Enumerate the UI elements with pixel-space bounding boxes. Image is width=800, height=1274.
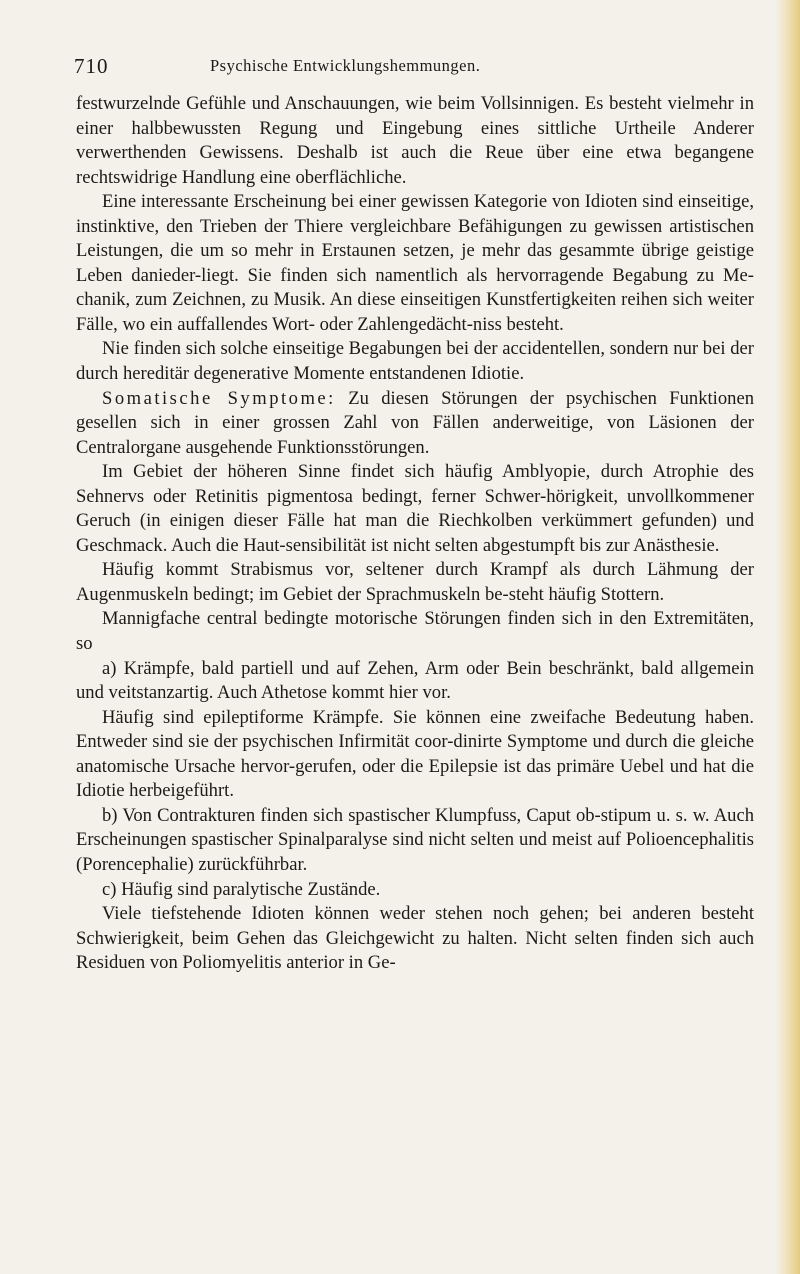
paragraph-text: Im Gebiet der höheren Sinne findet sich häufig Amblyopie, durch Atrophie des Sehnervs oder Retinitis pigmentosa bedingt, ferner Schwer-hörigkeit, unvollkommener Geruch (in einigen dieser Fälle hat man die Riechkolben verkümmert gefunden) und Geschmack. Auch die Haut-sensibilität ist nicht selten abgestumpft bis zur Anästhesie. [76,461,754,556]
paragraph-text: c) Häufig sind paralytische Zustände. [102,878,381,900]
paragraph [76,706,754,804]
paragraph-text: a) Krämpfe, bald partiell und auf Zehen, Arm oder Bein beschränkt, bald allgemein und veitstanzartig. Auch Athetose kommt hier vor. [76,657,754,704]
book-page [76,54,754,976]
page-edge-shading [776,0,800,1274]
paragraph [76,902,754,976]
paragraph [76,190,754,337]
paragraph-text: Viele tiefstehende Idioten können weder stehen noch gehen; bei anderen besteht Schwierigkeit, beim Gehen das Gleichgewicht zu halten. Nicht selten finden sich auch Residuen von Poliomyelitis anterior in Ge- [76,903,754,974]
page-header [76,54,754,80]
page-number: 710 [74,54,109,78]
paragraph [76,657,754,706]
body-text [76,92,754,976]
paragraph [76,337,754,386]
paragraph-text: Mannigfache central bedingte motorische Störungen finden sich in den Extremitäten, so [76,608,754,655]
paragraph-text: Nie finden sich solche einseitige Begabungen bei der accidentellen, sondern nur bei der durch hereditär degenerative Momente entstandenen Idiotie. [76,338,754,385]
section-lead: Somatische Symptome: [102,387,336,409]
paragraph [76,607,754,656]
paragraph [76,558,754,607]
paragraph [76,460,754,558]
paragraph [76,387,754,461]
paragraph-text: Häufig kommt Strabismus vor, seltener durch Krampf als durch Lähmung der Augenmuskeln bedingt; im Gebiet der Sprachmuskeln be-steht häufig Stottern. [76,559,754,605]
paragraph [76,878,754,903]
paragraph-text: Häufig sind epileptiforme Krämpfe. Sie können eine zweifache Bedeutung haben. Entweder sind sie der psychischen Infirmität coor-dinirte Symptome und durch die gleiche anatomische Ursache hervor-gerufen, oder die Epilepsie ist das primäre Uebel und hat die Idiotie herbeigeführt. [76,706,754,802]
paragraph [76,92,754,190]
paragraph-text: b) Von Contrakturen finden sich spastischer Klumpfuss, Caput ob-stipum u. s. w. Auch Erscheinungen spastischer Spinalparalyse sind nicht selten und meist auf Polioencephalitis (Porencephalie) zurückführbar. [76,804,754,875]
running-title: Psychische Entwicklungshemmungen. [210,56,481,75]
paragraph [76,804,754,878]
paragraph-text: Zu diesen Störungen der psychischen Funktionen gesellen sich in einer grossen Zahl von Fällen anderweitige, von Läsionen der Centralorgane ausgehende Funktionsstörungen. [76,387,754,458]
paragraph-text: Eine interessante Erscheinung bei einer gewissen Kategorie von Idioten sind einseitige, instinktive, den Trieben der Thiere vergleichbare Befähigungen zu gewissen artistischen Leistungen, die um so mehr in Erstaunen setzen, je mehr das gesammte übrige geistige Leben danieder-liegt. Sie finden sich namentlich als hervorragende Begabung zu Me-chanik, zum Zeichnen, zu Musik. An diese einseitigen Kunstfertigkeiten reihen sich weiter Fälle, wo ein auffallendes Wort- oder Zahlengedächt-niss besteht. [76,191,754,335]
paragraph-text: festwurzelnde Gefühle und Anschauungen, wie beim Vollsinnigen. Es besteht vielmehr in einer halbbewussten Regung und Eingebung eines sittliche Urtheile Anderer verwerthenden Gewissens. Deshalb ist auch die Reue über eine etwa begangene rechtswidrige Handlung eine oberflächliche. [76,93,754,188]
